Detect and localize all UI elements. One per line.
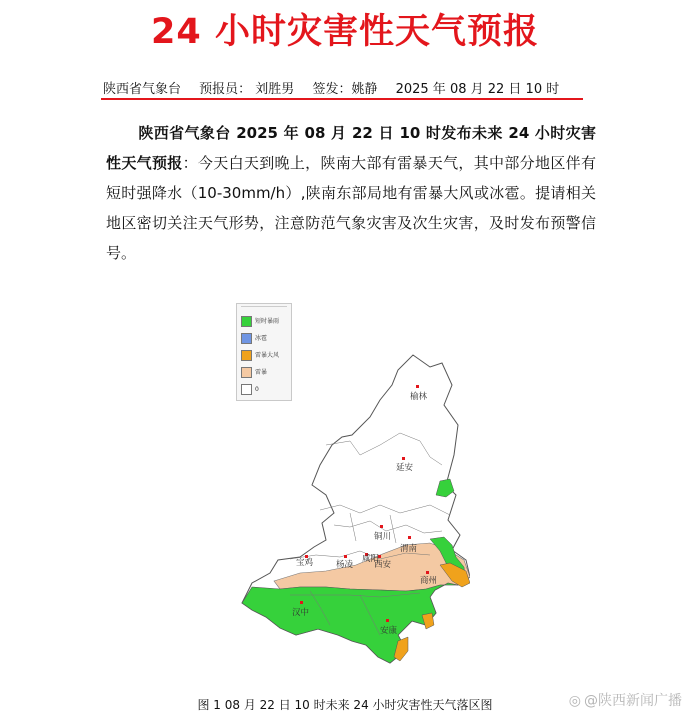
signer-name: 签发：姚静 <box>312 82 378 97</box>
forecast-paragraph <box>106 118 596 268</box>
city-label-ankang: 安康 <box>380 626 398 636</box>
forecast-lead: 陕西省气象台 2025 年 08 月 22 日 10 时发布未来 24 小时灾害性天气预报 <box>106 124 596 172</box>
issue-time: 2025 年 08 月 22 日 10 时 <box>395 82 560 97</box>
legend-item-rainstorm: 短时暴雨 <box>241 316 279 330</box>
page-title: 24 小时灾害性天气预报 <box>151 12 539 52</box>
legend-item-gale: 雷暴大风 <box>241 350 279 364</box>
city-label-xian: 西安 <box>374 560 392 570</box>
city-label-hanzhong: 汉中 <box>292 608 310 618</box>
shaanxi-hazard-map <box>230 345 470 670</box>
city-label-weinan: 渭南 <box>400 544 418 554</box>
figure-caption: 图 1 08 月 22 日 10 时未来 24 小时灾害性天气落区图 <box>197 698 493 712</box>
agency-name: 陕西省气象台 <box>103 82 182 97</box>
forecast-text: ：今天白天到晚上，陕南大部有雷暴天气，其中部分地区伴有短时强降水（10-30mm/h）,陕南东部局地有雷暴大风或冰雹。提请相关地区密切关注天气形势，注意防范气象灾害及次生灾害，及时发布预警信号。 <box>106 154 596 262</box>
legend-item-thunder: 雷暴 <box>241 367 267 381</box>
city-label-tongchuan: 铜川 <box>374 532 392 542</box>
gale-zone-southeast <box>422 613 434 629</box>
legend-item-none: 0 <box>241 384 259 398</box>
city-label-yangling: 杨凌 <box>336 560 354 570</box>
issuer-line <box>103 78 573 97</box>
city-label-xianyang: 咸阳 <box>362 554 380 564</box>
source-watermark: ◎ @陕西新闻广播 <box>568 693 682 709</box>
city-label-yulin: 榆林 <box>410 392 428 402</box>
weibo-icon: ◎ <box>568 693 581 709</box>
header-divider <box>101 98 583 100</box>
forecaster-name: 预报员： 刘胜男 <box>199 82 295 97</box>
city-label-yanan: 延安 <box>396 463 414 473</box>
legend-item-hail: 冰雹 <box>241 333 267 347</box>
city-label-baoji: 宝鸡 <box>296 558 314 568</box>
city-label-shangzhou: 商州 <box>420 576 438 586</box>
